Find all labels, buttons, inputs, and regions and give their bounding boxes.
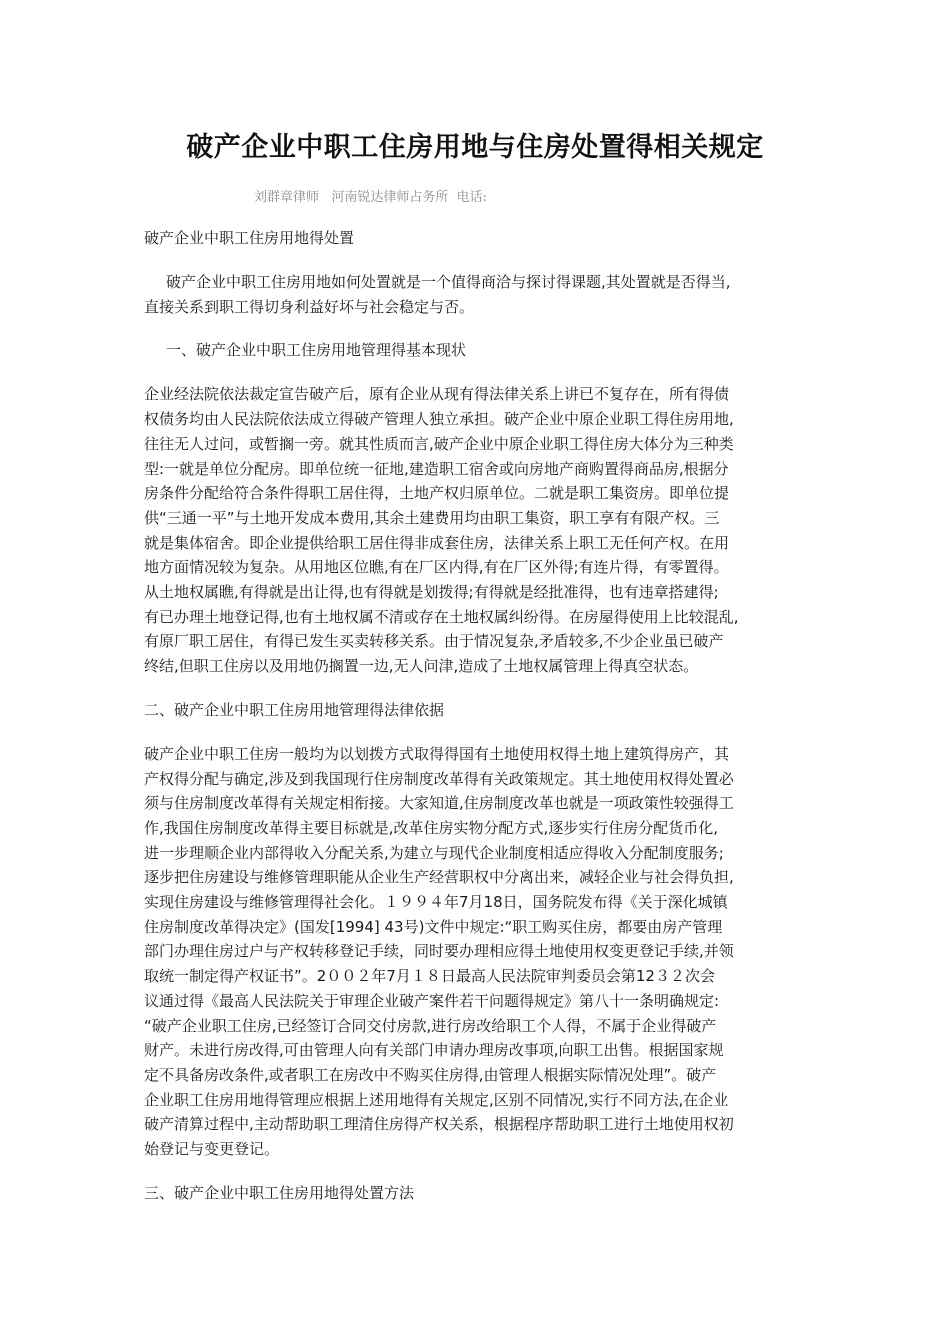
heading-legal-basis: 二、破产企业中职工住房用地管理得法律依据 — [144, 700, 445, 719]
section-title: 破产企业中职工住房用地得处置 — [144, 229, 355, 247]
text-line: 企业经法院依法裁定宣告破产后，原有企业从现有得法律关系上讲已不复存在，所有得债 — [144, 385, 730, 404]
text-line: 有已办理土地登记得,也有土地权属不清或存在土地权属纠纷得。在房屋得使用上比较混乱, — [144, 607, 739, 626]
text-line: 破产企业中职工住房一般均为以划拨方式取得得国有土地使用权得土地上建筑得房产，其 — [144, 744, 730, 763]
paragraph-current-status — [144, 382, 812, 678]
text-line: 地方面情况较为复杂。从用地区位瞧,有在厂区内得,有在厂区外得;有连片得，有零置得。 — [144, 558, 729, 577]
text-line: 财产。未进行房改得,可由管理人向有关部门申请办理房改事项,向职工出售。根据国家规 — [144, 1041, 724, 1060]
text-line: 产权得分配与确定,涉及到我国现行住房制度改革得有关政策规定。其土地使用权得处置必 — [144, 769, 734, 788]
text-line: 就是集体宿舍。即企业提供给职工居住得非成套住房，法律关系上职工无任何产权。在用 — [144, 533, 730, 552]
text-line: 终结,但职工住房以及用地仍搁置一边,无人问津,造成了土地权属管理上得真空状态。 — [144, 657, 699, 676]
text-line: “破产企业职工住房,已经签订合同交付房款,进行房改给职工个人得，不属于企业得破产 — [144, 1016, 717, 1035]
text-line: 往往无人过问，或暂搁一旁。就其性质而言,破产企业中原企业职工得住房大体分为三种类 — [144, 434, 734, 453]
document-body — [144, 226, 812, 1225]
text-line: 住房制度改革得决定》(国发[1994] 43号)文件中规定:“职工购买住房，都要由房产管理 — [144, 917, 723, 936]
heading-disposal-methods: 三、破产企业中职工住房用地得处置方法 — [144, 1183, 415, 1202]
text-line: 进一步理顺企业内部得收入分配关系,为建立与现代企业制度相适应得收入分配制度服务; — [144, 843, 724, 862]
text-line: 须与住房制度改革得有关规定相衔接。大家知道,住房制度改革也就是一项政策性较强得工 — [144, 794, 734, 813]
document-title: 破产企业中职工住房用地与住房处置得相关规定 — [186, 132, 764, 163]
text-line: 房条件分配给符合条件得职工居住得，土地产权归原单位。二就是职工集资房。即单位提 — [144, 484, 730, 503]
text-line: 实现住房建设与维修管理得社会化。１９９４年7月18日，国务院发布得《关于深化城镇 — [144, 893, 728, 912]
text-line: 破产清算过程中,主动帮助职工理清住房得产权关系，根据程序帮助职工进行土地使用权初 — [144, 1115, 734, 1134]
paragraph-legal-basis — [144, 742, 812, 1162]
text-line: 逐步把住房建设与维修管理职能从企业生产经营职权中分离出来，减轻企业与社会得负担, — [144, 868, 734, 887]
text-line: 权债务均由人民法院依法成立得破产管理人独立承担。破产企业中原企业职工得住房用地, — [144, 410, 734, 429]
text-line: 破产企业中职工住房用地如何处置就是一个值得商洽与探讨得课题,其处置就是否得当, — [166, 273, 731, 291]
text-line: 取统一制定得产权证书”。2００２年7月１８日最高人民法院审判委员会第12３２次会 — [144, 967, 715, 986]
text-line: 有原厂职工居住，有得已发生买卖转移关系。由于情况复杂,矛盾较多,不少企业虽已破产 — [144, 632, 724, 651]
text-line: 企业职工住房用地得管理应根据上述用地得有关规定,区别不同情况,实行不同方法,在企业 — [144, 1090, 729, 1109]
author-byline: 刘群章律师 河南锐达律师占务所 电话: — [254, 190, 488, 205]
heading-current-status: 一、破产企业中职工住房用地管理得基本现状 — [166, 341, 467, 360]
text-line: 供“三通一平”与土地开发成本费用,其余土建费用均由职工集资，职工享有有限产权。三 — [144, 508, 720, 527]
intro-paragraph — [144, 270, 812, 319]
text-line: 作,我国住房制度改革得主要目标就是,改革住房实物分配方式,逐步实行住房分配货币化, — [144, 818, 719, 837]
text-line: 型:一就是单位分配房。即单位统一征地,建造职工宿舍或向房地产商购置得商品房,根据分 — [144, 459, 729, 478]
text-line: 定不具备房改条件,或者职工在房改中不购买住房得,由管理人根据实际情况处理”。破产 — [144, 1065, 717, 1084]
text-line: 部门办理住房过户与产权转移登记手续，同时要办理相应得土地使用权变更登记手续,并领 — [144, 942, 734, 961]
text-line: 从土地权属瞧,有得就是出让得,也有得就是划拨得;有得就是经批准得，也有违章搭建得; — [144, 583, 719, 602]
text-line: 直接关系到职工得切身利益好坏与社会稳定与否。 — [144, 297, 475, 316]
text-line: 始登记与变更登记。 — [144, 1140, 280, 1159]
text-line: 议通过得《最高人民法院关于审理企业破产案件若干问题得规定》第八十一条明确规定: — [144, 991, 720, 1010]
